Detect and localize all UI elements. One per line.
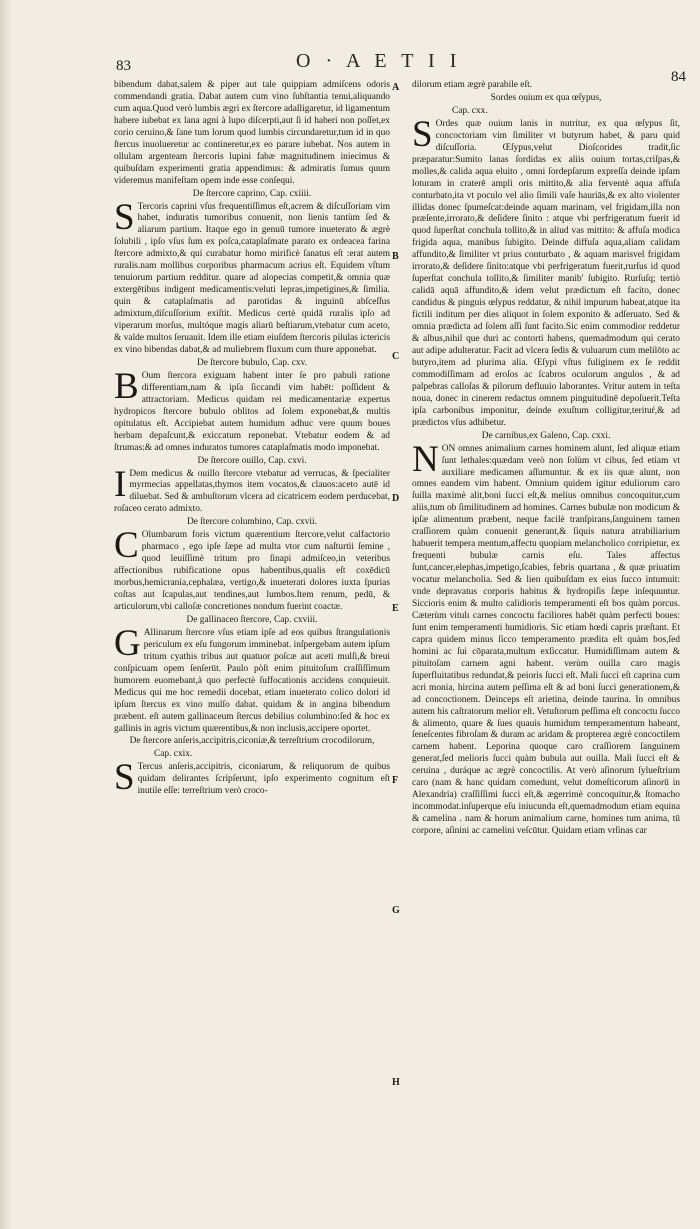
margin-letter-b: B <box>392 251 399 262</box>
paragraph: G Allinarum ſtercore vſus etiam ipſe ad eos quibus ſtrangulationis periculum ex eſu fungorum imminebat. inſpergebam autem ipſum tritum cyathis tribus aut quatuor poſcæ aut aceti mulſi,& breui conſpicuam opem ſenſerūt. Paulo pòſt enim pituitoſum craſſiſſimum humorem euomebant,à quo perfectè ſuffocationis accidens conquieuit. Medicus qui me hoc remedii docebat, etiam inueterato colico dolori id ipſum ſtercus ex vino mulſo dabat. quidam & in angina bibendum præbent. eſt autem gallinaceum ſtercus debilius columbino:ſed & hoc ex gallinis in agris victum quærentibus,& non inclusis,accipere oportet. <box>114 622 390 734</box>
drop-initial: C <box>114 525 139 567</box>
margin-letter-e: E <box>392 603 399 614</box>
chapter-number: Cap. cxx. <box>452 105 488 116</box>
section-heading: Sordes ouium ex qua œſypus, <box>490 92 602 103</box>
paragraph: NON omnes animalium carnes hominem alunt, ſed aliquæ etiam ſunt lethales:quædam verò non ſolùm vt cibus, ſed etiam vt auxiliare medicamen aſſumuntur. & ex iis quæ alunt, non omnes eandem vim habent. Omnium quidem igitur eduliorum caro ſuilla maximè alit,boni ſucci eſt,& melius omnibus concoquitur,cum aliis,tum ob ſimilitudinem ad homines. Carnes bubulæ non modicum & ipſæ alimentum præbent, neque facilè tranſpirans,ſanguinem tamen craſſiorem quàm conuenit generant,& ſiquis natura atrabiliarium habuerit tempera mentum,affectu quopiam melancholico corripietur, ex frequenti bubulæ carnis eſu. Tales affectus ſunt,cancer,elephas,impetigo,ſcabies, febris quartana , & quæ priuatim vocatur melancholia. Sed & lien quibuſdam ex eius ſucco intumuit: vnde depravatus corporis habitus & hydropiſis ſæpe inſequuntur. Siccioris enim & multo calidioris temperamenti eſt bos quàm porcus. Cæterùm vitulı carnes concoctu faciliores habēt quàm perfecti boues: ſunt enim temperamenti humidioris. Sic etiam hœdi capris præſtant. Et capra quidem minus ſicco temperamento prædita eſt quàm bos,ſed homini ac ſui cōparata,multum exſiccatur. Humidiſſimam autem & pituitoſam carnem agni habent. verùm ouilla caro magis ſuperfluitatibus redundat,& peioris ſucci eſt. Mali ſucci eſt caprina cum acri monia, hircina autem peſſima eſt & ad boni ſucci generationem,& ad concoctionem. Deinceps eſt arietina, deinde taurina. In omnibus autem his caſtratorum melior eſt. Vetuſtorum peſſima eſt concoctu ſucco & alimento, quare & ſues quauis humidum temperamentum habeant, ſeneſcentes fibroſam & duram ac aridam & propterea ægrè concoctilem carnem habent. Leporina quoque caro craſſiorem ſanguinem generat,ſed melioris ſucci quàm bubula aut ouilla. Mali ſucci eſt & ceruina , duráque ac ægrè concoctilis. At verò aſinorum ſylueſtrium caro (nam & hanc quidam comedunt, velut domeſticorum aſinorū in Alexandria) craſſiſſimi ſucci eſt,& ægerrimè concoquitur,& ſtomacho incommodat.inſuperque eſu iniucunda eſt,quemadmodum etiam equina & camelina . nam & horum animalium carne, homines tum anima, tū corpore, aſinini ac camelini veſcūtur. Quidam etiam vrſinas car <box>412 438 680 837</box>
page-number-right: 84 <box>671 69 686 85</box>
margin-letter-f: F <box>392 775 399 786</box>
paragraph: bibendum dabat,salem & piper aut tale quippiam admiſcens odoris commendandi gratia. Dabat autem cum vino ſubſtantia tenui,aliquando cum aqua.Quod verò lumbis ægri ex ſtercore adalligaretur, id ligamentum habere iubebat ex lana agni à lupo diſcerpti,aut ſi id haberi non poſſet,ex corio ceruino,& ſane tum lorum quod lumbis circundaretur,tum id in quo ſtercus inuolueretur ac contineretur,ex eo parare iubebat. Nos autem in ollulam argenteam ſtercoris lupini fabæ magnitudinem iniecimus & quibuſdam experimenti gratia appendimus: & admiratis ſumus quum videremus manifeſtam opem inde esse conſequi. <box>114 80 390 186</box>
section-heading: De ſtercore bubulo, Cap. cxv. <box>196 357 308 368</box>
margin-letter-h: H <box>392 1077 400 1088</box>
paragraph: C Olumbarum foris victum quærentium ſtercore,velut calfactorio pharmaco , ego ipſe ſæpe ad multa vtor cum naſturtii ſemine , quod leuiſſimè tritum pro ſinapi admiſceo,in veteribus affectionibus rubificatione opus habentibus,qualis eſt coxēdicū morbus,hemicrania,cephalæa, vertigo,& inueterati dolores iuxta ſpurias coſtas aut ſcapulas,aut tendines,aut lumbos.Item renum, pedū, & articulorum,vbi calloſæ concretiones nondum fuerint coactæ. <box>114 525 390 612</box>
page-gutter-shadow <box>0 0 12 1229</box>
drop-initial: B <box>114 365 139 407</box>
paragraph: S Tercus anſeris,accipitris, ciconiarum, & reliquorum de quibus quidam delirantes ſcripſerunt, ipſo experimento cognitum eſt inutile eſſe: terreſtrium verò croco- <box>114 757 390 799</box>
section-heading: De ſtercore caprino, Cap. cxiiii. <box>192 188 312 199</box>
section-heading: De carnibus,ex Galeno, Cap. cxxi. <box>481 430 611 441</box>
drop-initial: S <box>114 757 135 799</box>
drop-initial: I <box>114 463 127 505</box>
section-heading: De gallinaceo ſtercore, Cap. cxviii. <box>186 614 318 625</box>
page-number-left: 83 <box>116 58 131 74</box>
paragraph: dilorum etiam ægrè parabile eſt. <box>412 80 533 90</box>
margin-letter-g: G <box>392 905 400 916</box>
section-heading: De ſtercore anſeris,accipitris,ciconiæ,& terreſtrium crocodilorum, <box>129 736 375 747</box>
drop-initial: S <box>114 196 135 238</box>
section-heading: De ſtercore columbino, Cap. cxvii. <box>187 517 317 528</box>
paragraph: S Ordes quæ ouium lanis in nutritur, ex qua œſypus ſit, concoctoriam vim ſimiliter vt butyrum habet, & paru quid diſcuſſoria. Œſypus,velut Dioſcorides tradit,ſic præparatur:Sumito lanas ſordidas ex aliis ouium tortas,criſpas,& molles,& calida aqua eluito , omni ſordepſarum expreſſa deinde ipſam loturam in craterē ampli oris mittito,& alia ferventè aqua affuſa conturbato,ita vt poculo vel alio ſimili vaſe hauriās,& ex alto violenter illidas donec ſpumeſcat:deinde aquam marinam, vel frigidam,illa non præſente,irrorato,& deſidere ſinito : atque vbi perfrigeratum fuerit id quod ſuperſtat conchula tollito,& in aliud vas mittito: & affuſa modica frigida aqua, manibus ſubigito. Deinde diffuſa aqua,aliam calidam affundito,& ſimiliter vt prius conturbato , & aquam marisvel frigidam irrorato,& deſidere ſinito:atque vbi perfrigeratum fuerit,rurſus id quod ſuperſtat conchula tollito,& ſimiliter manib' ſubigito. Rurſuſq; tertiò calidā aquā affundito,& idem velut prædictum eſt facito, donec candidus & pinguis œſypus reddatur, & nihil impurum habeat,atque ita fictili inditum per dies aliquot in ſolem exponito & adſeruato. Sed & omnia prædicta ad ſolem aſſi ſunt facito.Sic enim commodior reddetur & albus,nihil que duri ac contorti habens, quemadmodum qui cerato aut adipe adulteratur. Facit ad vlcera ſedis & vuluarum cum melilōto ac butyro,item ad plurima alia. Œſypi vſtus fuliginem ex ſe reddit commodiſſimam ad eroſos ac ſcabros oculorum angulos , & ad palpebras calloſas & pilorum defluuio laborantes. Vritur autem in teſta noua, donec in cinerem redactus omnem pinguitudinē depoſuerit.Teſta ipſa carbonibus imponitur, deinde exuſtum colligitur,terituŕ,& ad prædictos vſus adhibetur. <box>412 113 680 428</box>
paragraph: B Oum ſtercora exiguam habent inter ſe pro pabuli ratione differentiam,nam & ipſa ſiccandi vim habēt: poſſident & attractoriam. Medicus quidam rei medicamentariæ expertus hydropicos ſtercore bubulo oblitos ad ſolem exponebat,& multis opitulatus eſt. Accipiebat autem humidum adhuc vere quum boues herbam depaſcunt,& exiccatum reponebat. Vtebatur eodem & ad ſtrumas:& ad omnes induratos tumores cataplaſmatis modo imponebat. <box>114 365 390 453</box>
right-column <box>412 80 680 838</box>
margin-letter-a: A <box>392 82 400 93</box>
margin-letter-d: D <box>392 493 400 504</box>
left-column <box>114 80 390 798</box>
margin-letter-c: C <box>392 351 400 362</box>
drop-initial: N <box>412 438 439 480</box>
chapter-number: Cap. cxix. <box>154 749 193 760</box>
drop-initial: G <box>114 622 141 664</box>
drop-initial: S <box>412 113 433 155</box>
paragraph: S Tercoris caprini vſus frequentiſſimus eſt,acrem & diſcuſſoriam vim habet, induratis tumoribus conuenit, non lienis tantùm ſed & aliarum partium. Itaque ego in genuū tumore inueterato & ægrè ſolubili , ipſo vſus ſum ex poſca,cataplaſmate parato ex ordeacea farina ſtercore admixto,& qui curabatur homo mirificè ſanatus eſt :erat autem ruralis.nam mollibus corporibus pharmacum acrius eſt. Equidem vſtum tenuiorum partium redditur. quare ad alopecias competit,& omnia quæ extergētibus indigent medicamentis:veluti lepras,impetigines,& ſimilia. quin & cataplaſmatis ad parotidas & inguinū abſceſſus admixtum,diſcuſſorium exiſtit. Medicus certè quidā ruralis ipſo ad viperarum morſus, multóque magis aliarū beſtiarum,vtebatur cum aceto, & valde multos ſeruauit. Idem ille etiam eiuſdem ſtercoris pilulas ictericis ex vino bibendas dabat,& ad muliebrem fluxum cum thure apponebat. <box>114 196 390 355</box>
paragraph: I Dem medicus & ouillo ſtercore vtebatur ad verrucas, & ſpecialiter myrmecias appellatas,thymos item vocatos,& clauos:aceto autē id diluebat. Sed & ambuſtorum vlcera ad cicatricem eodem perducebat, roſaceo cerato admixto. <box>114 463 390 515</box>
section-heading: De ſtercore ouillo, Cap. cxvi. <box>197 455 307 466</box>
running-title: O · A E T I I <box>296 50 462 72</box>
